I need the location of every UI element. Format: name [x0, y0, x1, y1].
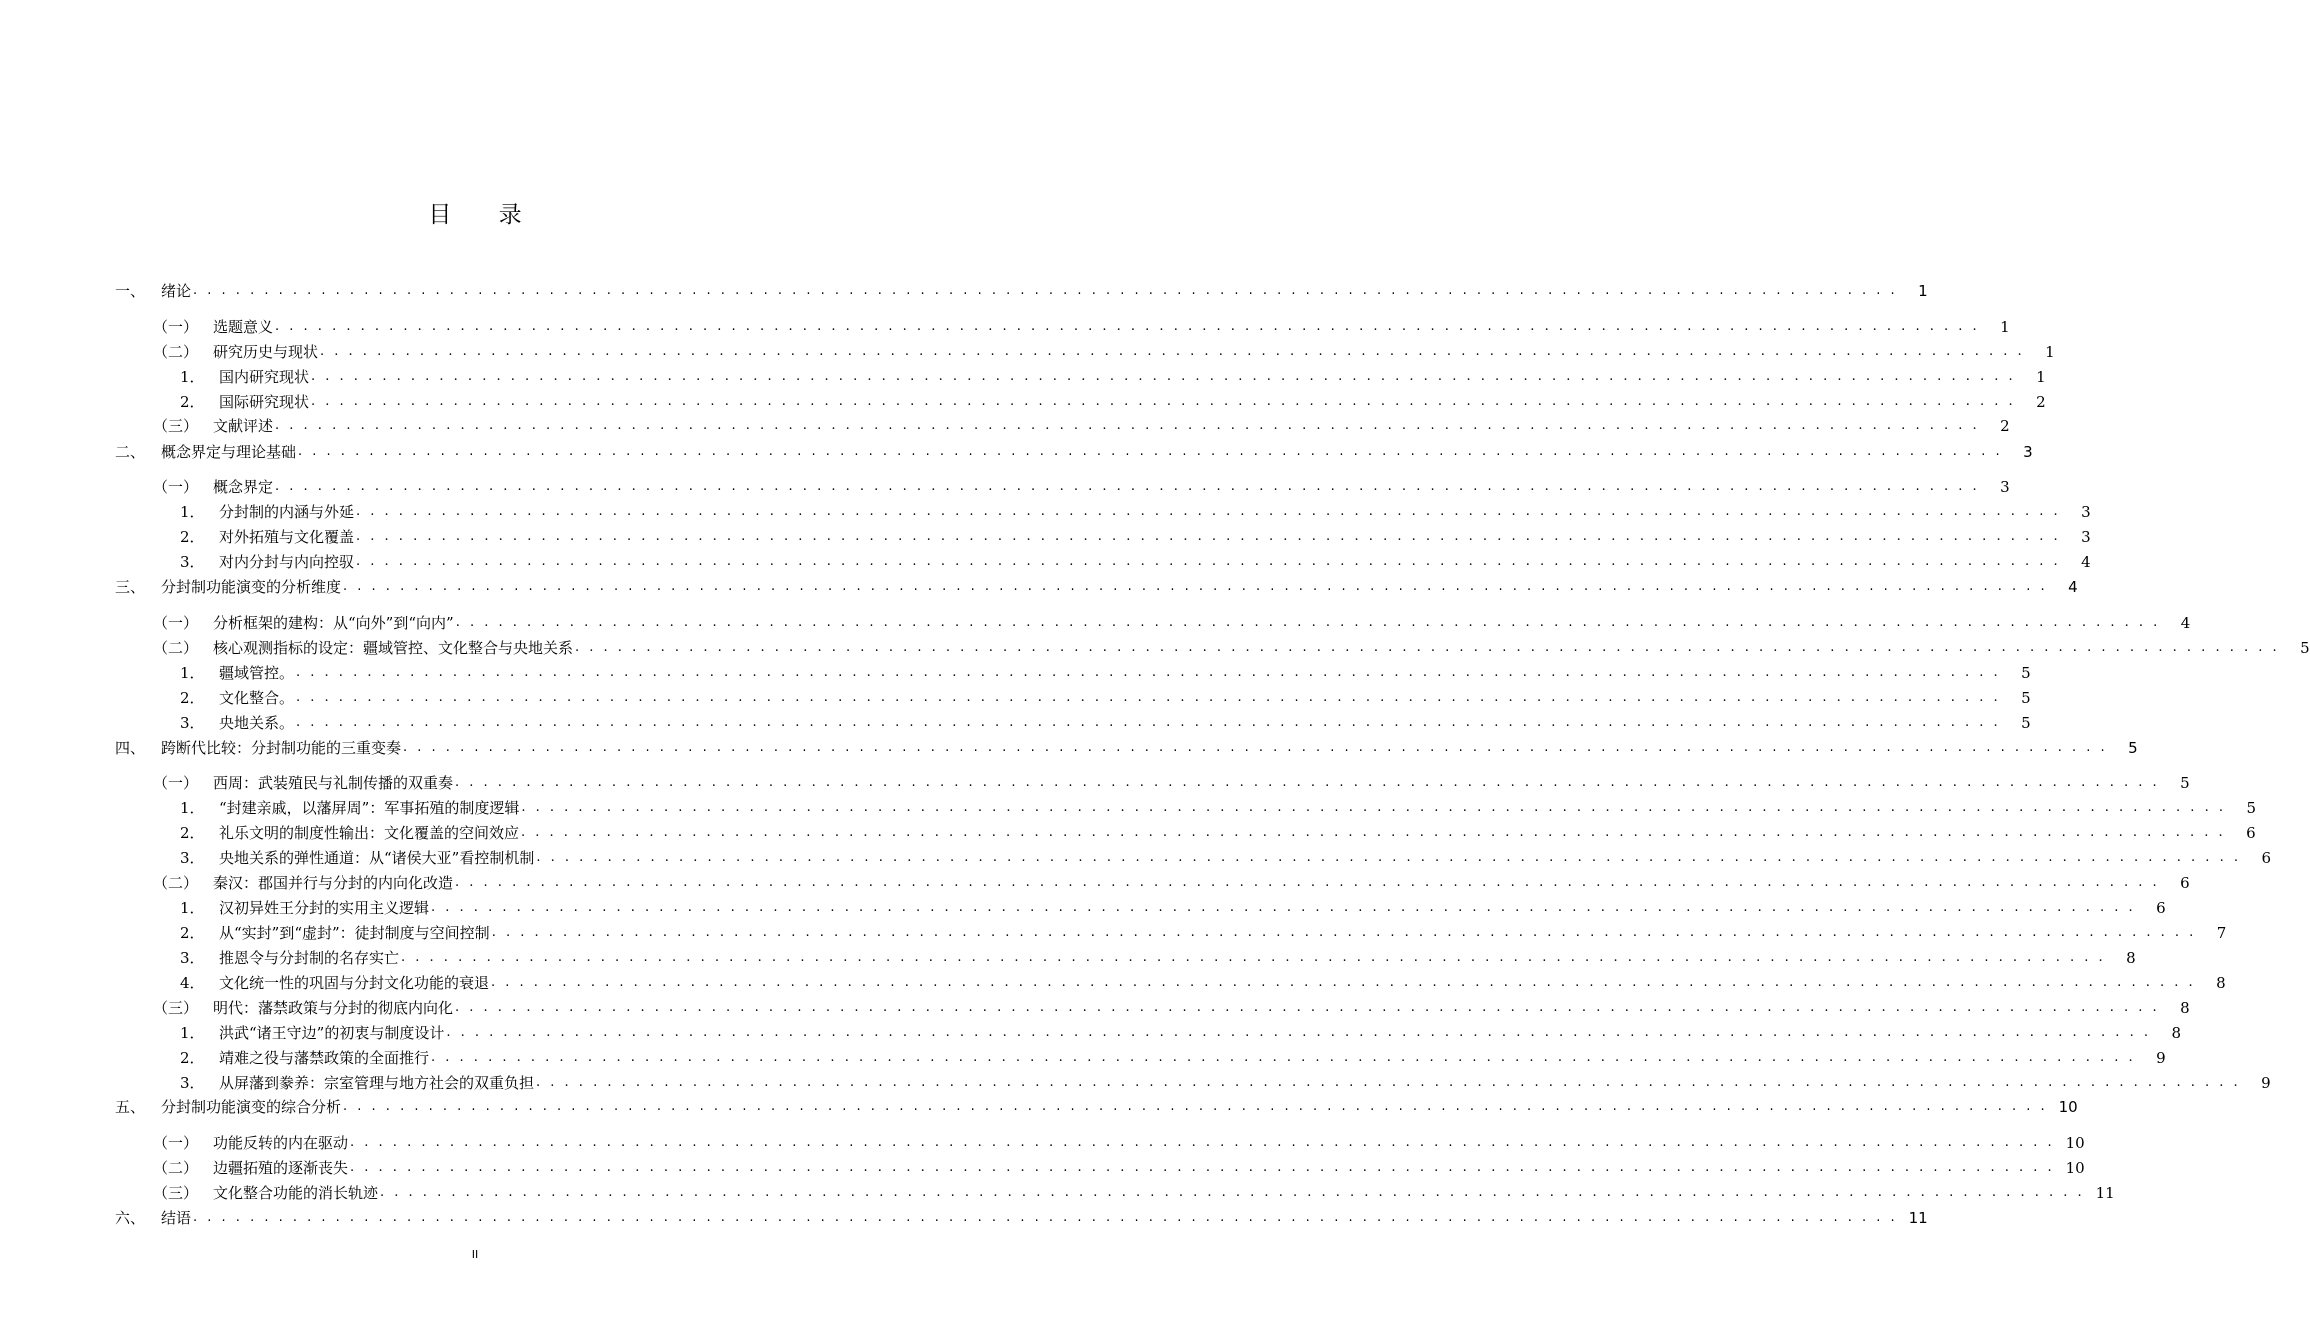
toc-entry-title: 对内分封与内向控驭 [219, 553, 355, 571]
dot-leader: . . . . . . . . . . . . . . . . . . . . . . . . . . . . . . . . . . . . . . . . . . . . . . . . . . . . . . . . . . . . . . . . . . . . . . . . . . . . . . . . . . . . . . . . . . . . . . . . . . . . . . . . . . . . . . . . . . . . . . . . [455, 775, 2160, 790]
toc-entry[interactable] [0, 847, 2271, 869]
toc-entry-number: （二） [153, 874, 199, 892]
toc-entry-page: 5 [2021, 714, 2031, 732]
toc-entry[interactable] [0, 1132, 2085, 1154]
dot-leader: . . . . . . . . . . . . . . . . . . . . . . . . . . . . . . . . . . . . . . . . . . . . . . . . . . . . . . . . . . . . . . . . . . . . . . . . . . . . . . . . . . . . . . . . . . . . . . . . . . . . . . . . . . . . . . . . . . . . . . . . [343, 1099, 2048, 1114]
toc-entry-title: 分封制功能演变的综合分析 [161, 1098, 342, 1116]
toc-entry[interactable] [0, 872, 2190, 894]
toc-entry-number: 1． [180, 799, 205, 817]
dot-leader: . . . . . . . . . . . . . . . . . . . . . . . . . . . . . . . . . . . . . . . . . . . . . . . . . . . . . . . . . . . . . . . . . . . . . . . . . . . . . . . . . . . . . . . . . . . . . . . . . . . . . . . . . . . . . . . . . . . . . . . . [431, 1050, 2136, 1065]
toc-entry-number: （三） [153, 417, 199, 435]
toc-entry-number: 1． [180, 368, 205, 386]
toc-entry[interactable] [0, 797, 2256, 819]
dot-leader: . . . . . . . . . . . . . . . . . . . . . . . . . . . . . . . . . . . . . . . . . . . . . . . . . . . . . . . . . . . . . . . . . . . . . . . . . . . . . . . . . . . . . . . . . . . . . . . . . . . . . . . . . . . . . . . . . . . . . . . . [455, 875, 2160, 890]
dot-leader: . . . . . . . . . . . . . . . . . . . . . . . . . . . . . . . . . . . . . . . . . . . . . . . . . . . . . . . . . . . . . . . . . . . . . . . . . . . . . . . . . . . . . . . . . . . . . . . . . . . . . . . . . . . . . . . . . . . . . . . . [403, 740, 2108, 755]
toc-entry-number: （三） [153, 1184, 199, 1202]
toc-entry[interactable] [0, 712, 2031, 734]
toc-entry-page: 1 [1918, 282, 1928, 300]
dot-leader: . . . . . . . . . . . . . . . . . . . . . . . . . . . . . . . . . . . . . . . . . . . . . . . . . . . . . . . . . . . . . . . . . . . . . . . . . . . . . . . . . . . . . . . . . . . . . . . . . . . . . . . . . . . . . . . . . . . . . . . . [455, 615, 2161, 630]
toc-entry-number: （一） [153, 1134, 199, 1152]
toc-entry[interactable] [0, 662, 2031, 684]
page-number-footer: II [471, 1248, 479, 1261]
toc-entry-title: 文化整合功能的消长轨迹 [213, 1184, 379, 1202]
toc-entry-page: 8 [2171, 1024, 2181, 1042]
dot-leader: . . . . . . . . . . . . . . . . . . . . . . . . . . . . . . . . . . . . . . . . . . . . . . . . . . . . . . . . . . . . . . . . . . . . . . . . . . . . . . . . . . . . . . . . . . . . . . . . . . . . . . . . . . . . . . . . . . . . . . . . [356, 554, 2061, 569]
toc-entry-page: 10 [2065, 1159, 2085, 1177]
toc-entry-title: 汉初异姓王分封的实用主义逻辑 [219, 899, 430, 917]
toc-entry-number: 3． [180, 714, 205, 732]
toc-entry-title: 央地关系。 [219, 714, 295, 732]
dot-leader: . . . . . . . . . . . . . . . . . . . . . . . . . . . . . . . . . . . . . . . . . . . . . . . . . . . . . . . . . . . . . . . . . . . . . . . . . . . . . . . . . . . . . . . . . . . . . . . . . . . . . . . . . . . . . . . . . . . . . . . . [193, 283, 1898, 298]
toc-entry[interactable] [0, 922, 2227, 944]
dot-leader: . . . . . . . . . . . . . . . . . . . . . . . . . . . . . . . . . . . . . . . . . . . . . . . . . . . . . . . . . . . . . . . . . . . . . . . . . . . . . . . . . . . . . . . . . . . . . . . . . . . . . . . . . . . . . . . . . . . . . . . . [311, 369, 2016, 384]
dot-leader: . . . . . . . . . . . . . . . . . . . . . . . . . . . . . . . . . . . . . . . . . . . . . . . . . . . . . . . . . . . . . . . . . . . . . . . . . . . . . . . . . . . . . . . . . . . . . . . . . . . . . . . . . . . . . . . . . . . . . . . . [350, 1160, 2055, 1175]
toc-entry-title: 概念界定与理论基础 [161, 443, 297, 461]
dot-leader: . . . . . . . . . . . . . . . . . . . . . . . . . . . . . . . . . . . . . . . . . . . . . . . . . . . . . . . . . . . . . . . . . . . . . . . . . . . . . . . . . . . . . . . . . . . . . . . . . . . . . . . . . . . . . . . . . . . . . . . . [455, 1000, 2160, 1015]
toc-entry-page: 9 [2156, 1049, 2166, 1067]
toc-entry-number: （二） [153, 639, 199, 657]
toc-entry[interactable] [0, 551, 2091, 573]
toc-entry[interactable] [0, 1157, 2085, 1179]
dot-leader: . . . . . . . . . . . . . . . . . . . . . . . . . . . . . . . . . . . . . . . . . . . . . . . . . . . . . . . . . . . . . . . . . . . . . . . . . . . . . . . . . . . . . . . . . . . . . . . . . . . . . . . . . . . . . . . . . . . . . . . . [275, 418, 1980, 433]
dot-leader: . . . . . . . . . . . . . . . . . . . . . . . . . . . . . . . . . . . . . . . . . . . . . . . . . . . . . . . . . . . . . . . . . . . . . . . . . . . . . . . . . . . . . . . . . . . . . . . . . . . . . . . . . . . . . . . . . . . . . . . . [350, 1135, 2055, 1150]
toc-entry-page: 8 [2216, 974, 2226, 992]
toc-entry-page: 4 [2081, 553, 2091, 571]
toc-entry-number: 2． [180, 689, 205, 707]
dot-leader: . . . . . . . . . . . . . . . . . . . . . . . . . . . . . . . . . . . . . . . . . . . . . . . . . . . . . . . . . . . . . . . . . . . . . . . . . . . . . . . . . . . . . . . . . . . . . . . . . . . . . . . . . . . . . . . . . . . . . . . . [311, 394, 2016, 409]
toc-entry-page: 5 [2300, 639, 2310, 657]
toc-entry-number: 2． [180, 1049, 205, 1067]
toc-entry-number: 4． [180, 974, 205, 992]
toc-entry[interactable] [0, 687, 2031, 709]
toc-entry[interactable] [0, 822, 2256, 844]
toc-entry-number: 2． [180, 924, 205, 942]
toc-entry-number: 一、 [115, 282, 146, 300]
toc-entry-page: 3 [2023, 443, 2033, 461]
toc-entry[interactable] [0, 1207, 1928, 1229]
toc-entry-title: 对外拓殖与文化覆盖 [219, 528, 355, 546]
toc-entry-page: 5 [2128, 739, 2138, 757]
toc-entry-number: 3． [180, 1074, 205, 1092]
toc-entry[interactable] [0, 441, 2033, 463]
toc-entry-page: 1 [2045, 343, 2055, 361]
toc-entry-page: 7 [2216, 924, 2227, 942]
toc-entry-number: 三、 [115, 578, 146, 596]
toc-entry-number: （一） [153, 774, 199, 792]
toc-entry-title: 结语 [161, 1209, 192, 1227]
toc-entry-page: 8 [2180, 999, 2190, 1017]
toc-entry-number: 3． [180, 553, 205, 571]
toc-entry-page: 3 [2000, 478, 2010, 496]
toc-entry-title: 文献评述 [213, 417, 274, 435]
toc-entry-number: 1． [180, 664, 205, 682]
toc-entry-title: 洪武“诸王守边”的初衷与制度设计 [219, 1024, 445, 1042]
dot-leader: . . . . . . . . . . . . . . . . . . . . . . . . . . . . . . . . . . . . . . . . . . . . . . . . . . . . . . . . . . . . . . . . . . . . . . . . . . . . . . . . . . . . . . . . . . . . . . . . . . . . . . . . . . . . . . . . . . . . . . . . [296, 690, 2001, 705]
toc-entry-title: 文化统一性的巩固与分封文化功能的衰退 [219, 974, 490, 992]
toc-entry-page: 3 [2081, 503, 2091, 521]
toc-entry[interactable] [0, 1022, 2181, 1044]
toc-entry-page: 6 [2261, 849, 2271, 867]
toc-entry[interactable] [0, 501, 2091, 523]
toc-entry[interactable] [0, 772, 2190, 794]
toc-entry-number: 六、 [115, 1209, 146, 1227]
dot-leader: . . . . . . . . . . . . . . . . . . . . . . . . . . . . . . . . . . . . . . . . . . . . . . . . . . . . . . . . . . . . . . . . . . . . . . . . . . . . . . . . . . . . . . . . . . . . . . . . . . . . . . . . . . . . . . . . . . . . . . . . [536, 1075, 2241, 1090]
toc-entry-page: 11 [2095, 1184, 2115, 1202]
toc-entry-title: 分封制功能演变的分析维度 [161, 578, 342, 596]
dot-leader: . . . . . . . . . . . . . . . . . . . . . . . . . . . . . . . . . . . . . . . . . . . . . . . . . . . . . . . . . . . . . . . . . . . . . . . . . . . . . . . . . . . . . . . . . . . . . . . . . . . . . . . . . . . . . . . . . . . . . . . . [296, 665, 2001, 680]
toc-entry-page: 5 [2246, 799, 2256, 817]
dot-leader: . . . . . . . . . . . . . . . . . . . . . . . . . . . . . . . . . . . . . . . . . . . . . . . . . . . . . . . . . . . . . . . . . . . . . . . . . . . . . . . . . . . . . . . . . . . . . . . . . . . . . . . . . . . . . . . . . . . . . . . . [446, 1025, 2151, 1040]
toc-entry[interactable] [0, 280, 1928, 302]
toc-entry-number: （一） [153, 614, 199, 632]
toc-entry-title: 文化整合。 [219, 689, 295, 707]
toc-entry-number: 2． [180, 393, 205, 411]
toc-entry-number: 五、 [115, 1098, 146, 1116]
toc-entry[interactable] [0, 476, 2010, 498]
toc-entry-page: 2 [2000, 417, 2010, 435]
toc-entry-number: （三） [153, 999, 199, 1017]
toc-entry-page: 5 [2180, 774, 2190, 792]
dot-leader: . . . . . . . . . . . . . . . . . . . . . . . . . . . . . . . . . . . . . . . . . . . . . . . . . . . . . . . . . . . . . . . . . . . . . . . . . . . . . . . . . . . . . . . . . . . . . . . . . . . . . . . . . . . . . . . . . . . . . . . . [401, 950, 2106, 965]
dot-leader: . . . . . . . . . . . . . . . . . . . . . . . . . . . . . . . . . . . . . . . . . . . . . . . . . . . . . . . . . . . . . . . . . . . . . . . . . . . . . . . . . . . . . . . . . . . . . . . . . . . . . . . . . . . . . . . . . . . . . . . . [296, 715, 2001, 730]
toc-entry-title: 分封制的内涵与外延 [219, 503, 355, 521]
toc-entry-page: 3 [2081, 528, 2091, 546]
toc-entry-title: 靖难之役与藩禁政策的全面推行 [219, 1049, 430, 1067]
dot-leader: . . . . . . . . . . . . . . . . . . . . . . . . . . . . . . . . . . . . . . . . . . . . . . . . . . . . . . . . . . . . . . . . . . . . . . . . . . . . . . . . . . . . . . . . . . . . . . . . . . . . . . . . . . . . . . . . . . . . . . . . [521, 800, 2226, 815]
dot-leader: . . . . . . . . . . . . . . . . . . . . . . . . . . . . . . . . . . . . . . . . . . . . . . . . . . . . . . . . . . . . . . . . . . . . . . . . . . . . . . . . . . . . . . . . . . . . . . . . . . . . . . . . . . . . . . . . . . . . . . . . [521, 825, 2226, 840]
dot-leader: . . . . . . . . . . . . . . . . . . . . . . . . . . . . . . . . . . . . . . . . . . . . . . . . . . . . . . . . . . . . . . . . . . . . . . . . . . . . . . . . . . . . . . . . . . . . . . . . . . . . . . . . . . . . . . . . . . . . . . . . [491, 975, 2196, 990]
toc-entry[interactable] [0, 997, 2190, 1019]
toc-entry-title: 央地关系的弹性通道：从“诸侯大亚”看控制机制 [219, 849, 535, 867]
toc-entry-page: 9 [2261, 1074, 2271, 1092]
toc-entry-title: 疆域管控。 [219, 664, 295, 682]
toc-entry-title: 国际研究现状 [219, 393, 310, 411]
toc-entry-page: 11 [1908, 1209, 1928, 1227]
toc-entry[interactable] [0, 947, 2136, 969]
toc-entry[interactable] [0, 1072, 2271, 1094]
dot-leader: . . . . . . . . . . . . . . . . . . . . . . . . . . . . . . . . . . . . . . . . . . . . . . . . . . . . . . . . . . . . . . . . . . . . . . . . . . . . . . . . . . . . . . . . . . . . . . . . . . . . . . . . . . . . . . . . . . . . . . . . [356, 529, 2061, 544]
dot-leader: . . . . . . . . . . . . . . . . . . . . . . . . . . . . . . . . . . . . . . . . . . . . . . . . . . . . . . . . . . . . . . . . . . . . . . . . . . . . . . . . . . . . . . . . . . . . . . . . . . . . . . . . . . . . . . . . . . . . . . . . [343, 579, 2048, 594]
toc-entry-page: 6 [2156, 899, 2166, 917]
toc-title: 目 录 [428, 202, 542, 228]
toc-entry[interactable] [0, 1182, 2115, 1204]
toc-entry-number: （二） [153, 343, 199, 361]
dot-leader: . . . . . . . . . . . . . . . . . . . . . . . . . . . . . . . . . . . . . . . . . . . . . . . . . . . . . . . . . . . . . . . . . . . . . . . . . . . . . . . . . . . . . . . . . . . . . . . . . . . . . . . . . . . . . . . . . . . . . . . . [431, 900, 2136, 915]
toc-entry-number: （二） [153, 1159, 199, 1177]
toc-entry[interactable] [0, 737, 2138, 759]
toc-entry-page: 6 [2246, 824, 2256, 842]
toc-entry-page: 8 [2126, 949, 2136, 967]
toc-entry-number: 二、 [115, 443, 146, 461]
toc-entry[interactable] [0, 415, 2010, 437]
toc-entry-page: 5 [2021, 689, 2031, 707]
toc-entry[interactable] [0, 366, 2046, 388]
toc-entry[interactable] [0, 391, 2046, 413]
dot-leader: . . . . . . . . . . . . . . . . . . . . . . . . . . . . . . . . . . . . . . . . . . . . . . . . . . . . . . . . . . . . . . . . . . . . . . . . . . . . . . . . . . . . . . . . . . . . . . . . . . . . . . . . . . . . . . . . . . . . . . . . [193, 1210, 1898, 1225]
toc-entry-number: （一） [153, 478, 199, 496]
toc-entry-title: 从屏藩到豢养：宗室管理与地方社会的双重负担 [219, 1074, 535, 1092]
dot-leader: . . . . . . . . . . . . . . . . . . . . . . . . . . . . . . . . . . . . . . . . . . . . . . . . . . . . . . . . . . . . . . . . . . . . . . . . . . . . . . . . . . . . . . . . . . . . . . . . . . . . . . . . . . . . . . . . . . . . . . . . [491, 925, 2197, 940]
dot-leader: . . . . . . . . . . . . . . . . . . . . . . . . . . . . . . . . . . . . . . . . . . . . . . . . . . . . . . . . . . . . . . . . . . . . . . . . . . . . . . . . . . . . . . . . . . . . . . . . . . . . . . . . . . . . . . . . . . . . . . . . [380, 1185, 2085, 1200]
toc-entry[interactable] [0, 316, 2010, 338]
toc-entry-title: 国内研究现状 [219, 368, 310, 386]
toc-entry-title: 功能反转的内在驱动 [213, 1134, 349, 1152]
toc-entry-title: 概念界定 [213, 478, 274, 496]
toc-entry-page: 2 [2036, 393, 2046, 411]
toc-entry-title: 边疆拓殖的逐渐丧失 [213, 1159, 349, 1177]
toc-entry[interactable] [0, 341, 2055, 363]
dot-leader: . . . . . . . . . . . . . . . . . . . . . . . . . . . . . . . . . . . . . . . . . . . . . . . . . . . . . . . . . . . . . . . . . . . . . . . . . . . . . . . . . . . . . . . . . . . . . . . . . . . . . . . . . . . . . . . . . . . . . . . . [536, 850, 2241, 865]
toc-entry-page: 6 [2180, 874, 2190, 892]
toc-entry-page: 10 [2058, 1098, 2078, 1116]
toc-entry-title: “封建亲戚，以藩屏周”：军事拓殖的制度逻辑 [219, 799, 520, 817]
toc-entry-title: 礼乐文明的制度性输出：文化覆盖的空间效应 [219, 824, 520, 842]
toc-entry-title: 跨断代比较：分封制功能的三重变奏 [161, 739, 402, 757]
toc-entry-number: 3． [180, 849, 205, 867]
toc-entry-page: 5 [2021, 664, 2031, 682]
toc-entry-title: 明代：藩禁政策与分封的彻底内向化 [213, 999, 454, 1017]
toc-entry-title: 从“实封”到“虚封”：徒封制度与空间控制 [219, 924, 490, 942]
toc-entry-page: 1 [2036, 368, 2046, 386]
toc-entry-number: 2． [180, 528, 205, 546]
toc-entry-number: 1． [180, 899, 205, 917]
dot-leader: . . . . . . . . . . . . . . . . . . . . . . . . . . . . . . . . . . . . . . . . . . . . . . . . . . . . . . . . . . . . . . . . . . . . . . . . . . . . . . . . . . . . . . . . . . . . . . . . . . . . . . . . . . . . . . . . . . . . . . . . [298, 444, 2003, 459]
toc-entry-number: （一） [153, 318, 199, 336]
toc-entry-number: 1． [180, 1024, 205, 1042]
toc-entry-page: 1 [2000, 318, 2010, 336]
toc-entry-title: 核心观测指标的设定：疆域管控、文化整合与央地关系 [213, 639, 574, 657]
toc-entry-title: 选题意义 [213, 318, 274, 336]
toc-entry-page: 4 [2068, 578, 2078, 596]
toc-entry-title: 研究历史与现状 [213, 343, 319, 361]
toc-entry-title: 绪论 [161, 282, 192, 300]
toc-entry[interactable] [0, 576, 2078, 598]
toc-entry-title: 秦汉：郡国并行与分封的内向化改造 [213, 874, 454, 892]
toc-entry[interactable] [0, 637, 2310, 659]
dot-leader: . . . . . . . . . . . . . . . . . . . . . . . . . . . . . . . . . . . . . . . . . . . . . . . . . . . . . . . . . . . . . . . . . . . . . . . . . . . . . . . . . . . . . . . . . . . . . . . . . . . . . . . . . . . . . . . . . . . . . . . . [275, 479, 1980, 494]
toc-entry-page: 10 [2065, 1134, 2085, 1152]
toc-entry-page: 4 [2180, 614, 2191, 632]
toc-entry-title: 西周：武装殖民与礼制传播的双重奏 [213, 774, 454, 792]
toc-entry[interactable] [0, 1096, 2078, 1118]
toc-entry-number: 1． [180, 503, 205, 521]
toc-entry-number: 3． [180, 949, 205, 967]
dot-leader: . . . . . . . . . . . . . . . . . . . . . . . . . . . . . . . . . . . . . . . . . . . . . . . . . . . . . . . . . . . . . . . . . . . . . . . . . . . . . . . . . . . . . . . . . . . . . . . . . . . . . . . . . . . . . . . . . . . . . . . . [275, 319, 1980, 334]
toc-entry-number: 2． [180, 824, 205, 842]
toc-entry-title: 分析框架的建构：从“向外”到“向内” [213, 614, 454, 632]
toc-entry[interactable] [0, 897, 2166, 919]
toc-entry[interactable] [0, 526, 2091, 548]
toc-entry-number: 四、 [115, 739, 146, 757]
dot-leader: . . . . . . . . . . . . . . . . . . . . . . . . . . . . . . . . . . . . . . . . . . . . . . . . . . . . . . . . . . . . . . . . . . . . . . . . . . . . . . . . . . . . . . . . . . . . . . . . . . . . . . . . . . . . . . . . . . . . . . . . [575, 640, 2280, 655]
toc-entry[interactable] [0, 612, 2191, 634]
dot-leader: . . . . . . . . . . . . . . . . . . . . . . . . . . . . . . . . . . . . . . . . . . . . . . . . . . . . . . . . . . . . . . . . . . . . . . . . . . . . . . . . . . . . . . . . . . . . . . . . . . . . . . . . . . . . . . . . . . . . . . . . [356, 504, 2061, 519]
toc-entry[interactable] [0, 972, 2226, 994]
toc-entry-title: 推恩令与分封制的名存实亡 [219, 949, 400, 967]
toc-entry[interactable] [0, 1047, 2166, 1069]
dot-leader: . . . . . . . . . . . . . . . . . . . . . . . . . . . . . . . . . . . . . . . . . . . . . . . . . . . . . . . . . . . . . . . . . . . . . . . . . . . . . . . . . . . . . . . . . . . . . . . . . . . . . . . . . . . . . . . . . . . . . . . . [320, 344, 2025, 359]
